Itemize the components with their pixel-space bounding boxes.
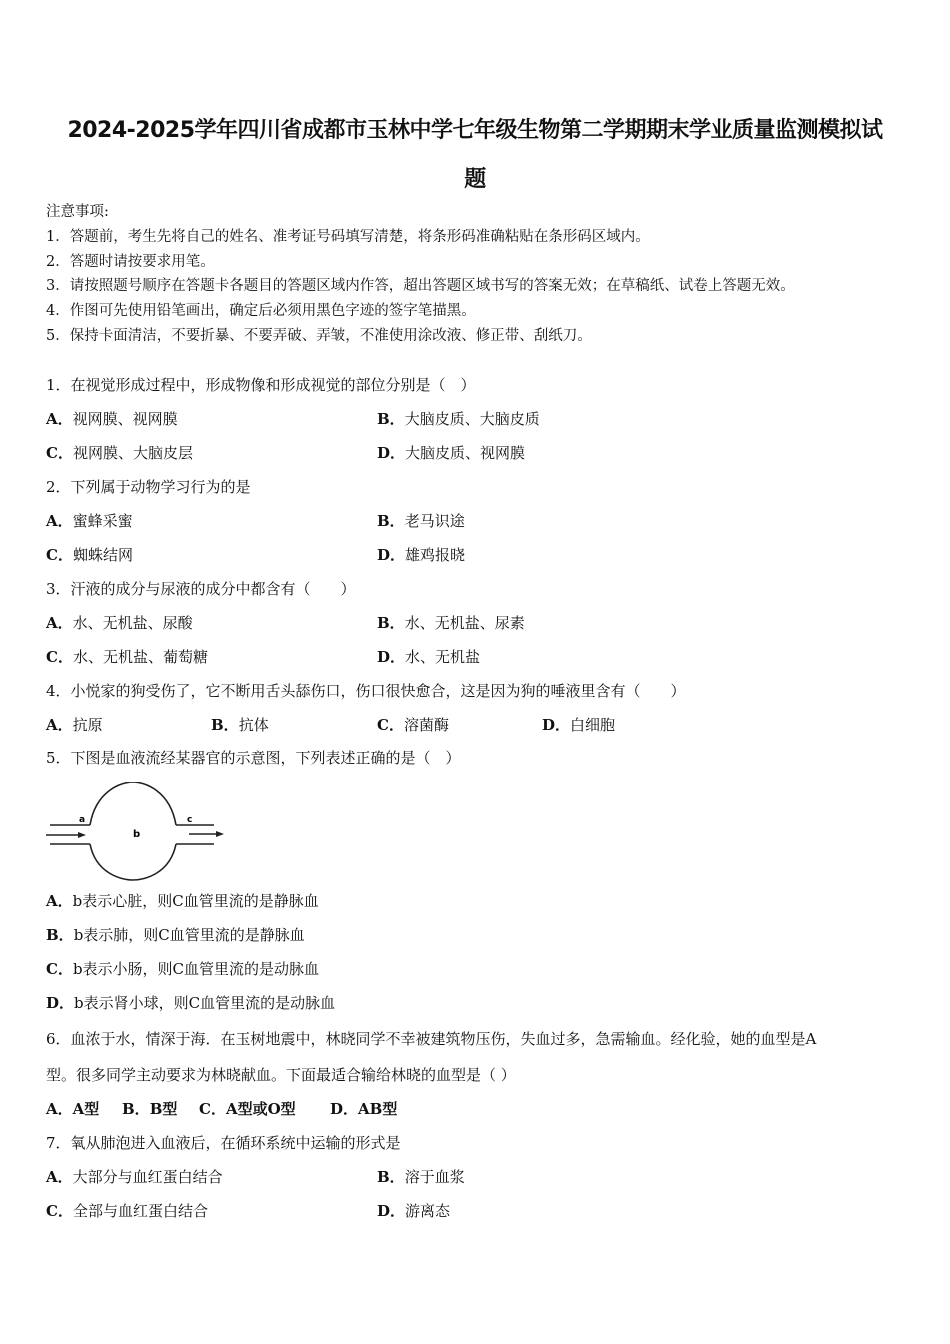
question-stem: 2．下列属于动物学习行为的是 bbox=[46, 478, 251, 496]
option-label: A． bbox=[46, 1100, 73, 1118]
label-a: a bbox=[79, 815, 86, 825]
option-label: B． bbox=[46, 926, 74, 944]
option-label: C． bbox=[46, 1202, 73, 1220]
option-d bbox=[377, 647, 480, 667]
option-c bbox=[46, 959, 319, 979]
option-label: A． bbox=[46, 892, 73, 910]
option-text: 溶于血浆 bbox=[404, 1168, 465, 1186]
option-text: 水、无机盐、尿酸 bbox=[72, 614, 193, 632]
option-text: 视网膜、视网膜 bbox=[72, 410, 178, 428]
question-stem: 4．小悦家的狗受伤了，它不断用舌头舔伤口，伤口很快愈合，这是因为狗的唾液里含有（ ） bbox=[46, 682, 686, 700]
option-label: D． bbox=[46, 994, 75, 1012]
question-stem: 7．氧从肺泡进入血液后，在循环系统中运输的形式是 bbox=[46, 1134, 401, 1152]
option-c bbox=[377, 715, 449, 735]
option-text: 大部分与血红蛋白结合 bbox=[72, 1168, 223, 1186]
option-c bbox=[46, 443, 193, 463]
option-text: AB型 bbox=[358, 1100, 398, 1118]
option-text: 视网膜、大脑皮层 bbox=[72, 444, 193, 462]
option-text: 水、无机盐、尿素 bbox=[404, 614, 525, 632]
option-label: B． bbox=[377, 1168, 405, 1186]
option-label: A． bbox=[46, 614, 73, 632]
option-b bbox=[377, 409, 540, 429]
option-text: 白细胞 bbox=[570, 716, 616, 734]
option-label: B． bbox=[377, 512, 405, 530]
option-c bbox=[46, 647, 208, 667]
document-title: 2024-2025学年四川省成都市玉林中学七年级生物第二学期期末学业质量监测模拟试 bbox=[67, 118, 883, 143]
option-label: A． bbox=[46, 716, 73, 734]
option-text: 水、无机盐、葡萄糖 bbox=[72, 648, 208, 666]
option-text: 大脑皮质、大脑皮质 bbox=[404, 410, 540, 428]
option-a bbox=[46, 891, 319, 911]
option-label: D． bbox=[377, 648, 406, 666]
label-c: c bbox=[187, 815, 193, 825]
option-text: 水、无机盐 bbox=[405, 648, 481, 666]
option-a bbox=[46, 715, 103, 735]
option-c bbox=[46, 545, 133, 565]
option-text: b表示肺，则C血管里流的是静脉血 bbox=[73, 926, 305, 944]
option-a bbox=[46, 613, 193, 633]
option-label: B． bbox=[211, 716, 239, 734]
option-label: C． bbox=[46, 648, 73, 666]
option-label: D． bbox=[377, 444, 406, 462]
option-label: D． bbox=[330, 1100, 359, 1118]
option-text: 抗体 bbox=[238, 716, 269, 734]
option-label: D． bbox=[542, 716, 571, 734]
option-b bbox=[377, 511, 465, 531]
option-d bbox=[542, 715, 615, 735]
option-label: B． bbox=[377, 410, 405, 428]
option-c bbox=[199, 1099, 296, 1119]
blood-flow-diagram bbox=[44, 782, 224, 882]
option-a bbox=[46, 1099, 99, 1119]
option-a bbox=[46, 511, 133, 531]
option-text: A型或O型 bbox=[225, 1100, 296, 1118]
option-d bbox=[377, 545, 465, 565]
option-text: 雄鸡报晓 bbox=[405, 546, 466, 564]
option-c bbox=[46, 1201, 208, 1221]
question-stem: 5．下图是血液流经某器官的示意图，下列表述正确的是（ ） bbox=[46, 749, 461, 767]
option-d bbox=[46, 993, 335, 1013]
instruction-item: 2．答题时请按要求用笔。 bbox=[46, 254, 215, 270]
question-stem: 6．血浓于水，情深于海．在玉树地震中，林晓同学不幸被建筑物压伤，失血过多，急需输血。经化验，她的血型是A bbox=[46, 1030, 817, 1048]
option-label: C． bbox=[46, 546, 73, 564]
option-label: B． bbox=[377, 614, 405, 632]
option-text: 大脑皮质、视网膜 bbox=[405, 444, 526, 462]
option-text: A型 bbox=[72, 1100, 100, 1118]
instruction-item: 4．作图可先使用铅笔画出，确定后必须用黑色字迹的签字笔描黑。 bbox=[46, 303, 476, 319]
option-b bbox=[211, 715, 269, 735]
option-text: 溶菌酶 bbox=[403, 716, 449, 734]
label-b: b bbox=[133, 829, 141, 840]
option-label: B． bbox=[122, 1100, 150, 1118]
option-d bbox=[330, 1099, 397, 1119]
instruction-item: 3．请按照题号顺序在答题卡各题目的答题区域内作答，超出答题区域书写的答案无效；在草稿纸、试卷上答题无效。 bbox=[46, 278, 795, 294]
question-stem: 1．在视觉形成过程中，形成物像和形成视觉的部位分别是（ ） bbox=[46, 376, 476, 394]
option-text: 全部与血红蛋白结合 bbox=[72, 1202, 208, 1220]
option-label: D． bbox=[377, 1202, 406, 1220]
option-text: 蜜蜂采蜜 bbox=[72, 512, 133, 530]
option-a bbox=[46, 409, 178, 429]
option-b bbox=[377, 613, 525, 633]
instructions-heading: 注意事项: bbox=[46, 204, 109, 220]
document-title-continued: 题 bbox=[464, 167, 486, 192]
organ-blood-flow-figure bbox=[44, 782, 224, 882]
option-text: 蜘蛛结网 bbox=[72, 546, 133, 564]
option-b bbox=[377, 1167, 465, 1187]
option-text: b表示小肠，则C血管里流的是动脉血 bbox=[72, 960, 320, 978]
question-stem: 3．汗液的成分与尿液的成分中都含有（ ） bbox=[46, 580, 356, 598]
option-d bbox=[377, 1201, 450, 1221]
option-label: A． bbox=[46, 1168, 73, 1186]
instruction-item: 5．保持卡面清洁，不要折暴、不要弄破、弄皱，不准使用涂改液、修正带、刮纸刀。 bbox=[46, 328, 592, 344]
option-label: C． bbox=[46, 444, 73, 462]
option-text: b表示心脏，则C血管里流的是静脉血 bbox=[72, 892, 319, 910]
option-label: C． bbox=[377, 716, 404, 734]
option-b bbox=[46, 925, 305, 945]
option-d bbox=[377, 443, 525, 463]
option-b bbox=[122, 1099, 177, 1119]
option-label: C． bbox=[46, 960, 73, 978]
option-label: A． bbox=[46, 512, 73, 530]
option-text: B型 bbox=[149, 1100, 178, 1118]
option-text: 游离态 bbox=[405, 1202, 451, 1220]
option-a bbox=[46, 1167, 223, 1187]
option-text: b表示肾小球，则C血管里流的是动脉血 bbox=[74, 994, 336, 1012]
option-text: 老马识途 bbox=[404, 512, 465, 530]
option-text: 抗原 bbox=[72, 716, 103, 734]
option-label: A． bbox=[46, 410, 73, 428]
option-label: C． bbox=[199, 1100, 226, 1118]
option-label: D． bbox=[377, 546, 406, 564]
instruction-item: 1．答题前，考生先将自己的姓名、准考证号码填写清楚，将条形码准确粘贴在条形码区域内。 bbox=[46, 229, 650, 245]
question-stem-continued: 型。很多同学主动要求为林晓献血。下面最适合输给林晓的血型是（ ） bbox=[46, 1066, 516, 1084]
